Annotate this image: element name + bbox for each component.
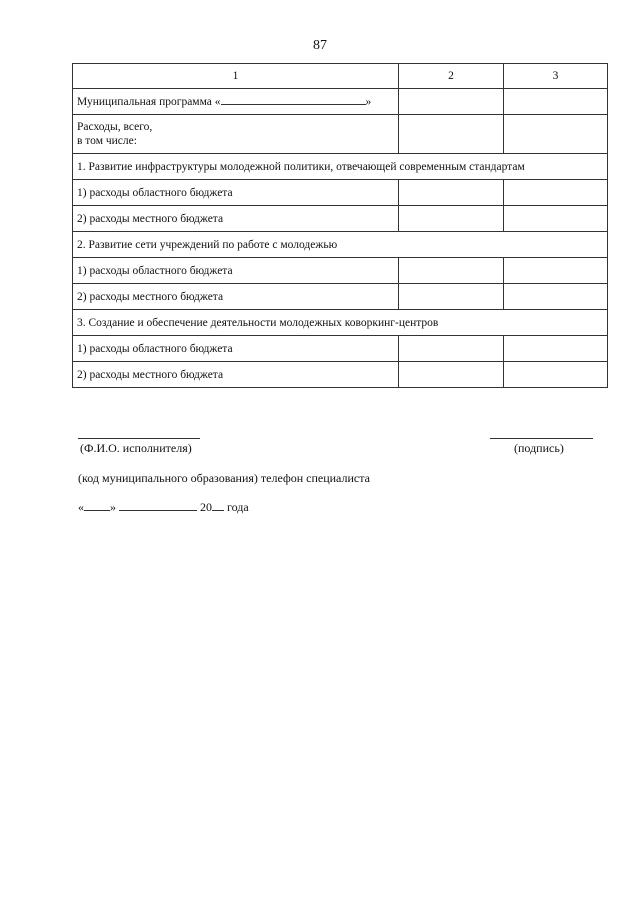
date-line xyxy=(78,500,249,515)
total-value-2 xyxy=(399,115,504,154)
header-col-3: 3 xyxy=(504,64,608,89)
section-title: 2. Развитие сети учреждений по работе с молодежью xyxy=(73,232,608,258)
total-line-2: в том числе: xyxy=(77,135,137,147)
date-year-blank xyxy=(212,500,224,511)
row-label: 1) расходы областного бюджета xyxy=(73,336,399,362)
date-day-blank xyxy=(84,500,110,511)
row-value-2 xyxy=(399,362,504,388)
row-label: 1) расходы областного бюджета xyxy=(73,180,399,206)
program-name-blank xyxy=(221,94,366,105)
total-cell xyxy=(73,115,399,154)
program-suffix: » xyxy=(365,96,372,108)
row-label: 1) расходы областного бюджета xyxy=(73,258,399,284)
total-line-1: Расходы, всего, xyxy=(77,121,153,133)
date-close-quote: » xyxy=(110,500,116,514)
executor-label: (Ф.И.О. исполнителя) xyxy=(80,441,192,455)
section-title: 3. Создание и обеспечение деятельности молодежных коворкинг-центров xyxy=(73,310,608,336)
program-row xyxy=(73,89,608,115)
section-title-row xyxy=(73,310,608,336)
row-value-2 xyxy=(399,206,504,232)
table-row xyxy=(73,336,608,362)
total-value-3 xyxy=(504,115,608,154)
program-cell xyxy=(73,89,399,115)
row-label: 2) расходы местного бюджета xyxy=(73,206,399,232)
municipality-phone-text: (код муниципального образования) телефон специалиста xyxy=(78,471,370,485)
row-value-3 xyxy=(504,284,608,310)
executor-name-line xyxy=(78,438,200,439)
row-label: 2) расходы местного бюджета xyxy=(73,284,399,310)
table-row xyxy=(73,362,608,388)
row-value-3 xyxy=(504,258,608,284)
header-col-1: 1 xyxy=(73,64,399,89)
date-open-quote: « xyxy=(78,500,84,514)
page-number: 87 xyxy=(313,38,327,53)
signature-line xyxy=(490,438,593,439)
program-value-3 xyxy=(504,89,608,115)
expenses-table xyxy=(72,63,608,388)
section-title-row xyxy=(73,232,608,258)
program-prefix: Муниципальная программа « xyxy=(77,96,221,108)
row-value-3 xyxy=(504,180,608,206)
program-value-2 xyxy=(399,89,504,115)
table-row xyxy=(73,206,608,232)
row-value-3 xyxy=(504,206,608,232)
section-title-row xyxy=(73,154,608,180)
date-suffix: года xyxy=(227,500,249,514)
row-value-2 xyxy=(399,258,504,284)
date-year-prefix: 20 xyxy=(200,500,212,514)
row-value-3 xyxy=(504,362,608,388)
table-row xyxy=(73,258,608,284)
header-col-2: 2 xyxy=(399,64,504,89)
signature-label: (подпись) xyxy=(514,441,564,455)
date-month-blank xyxy=(119,500,197,511)
table-header-row xyxy=(73,64,608,89)
row-value-3 xyxy=(504,336,608,362)
total-row xyxy=(73,115,608,154)
section-title: 1. Развитие инфраструктуры молодежной политики, отвечающей современным стандартам xyxy=(73,154,608,180)
table-row xyxy=(73,180,608,206)
table-row xyxy=(73,284,608,310)
row-label: 2) расходы местного бюджета xyxy=(73,362,399,388)
row-value-2 xyxy=(399,284,504,310)
row-value-2 xyxy=(399,336,504,362)
row-value-2 xyxy=(399,180,504,206)
